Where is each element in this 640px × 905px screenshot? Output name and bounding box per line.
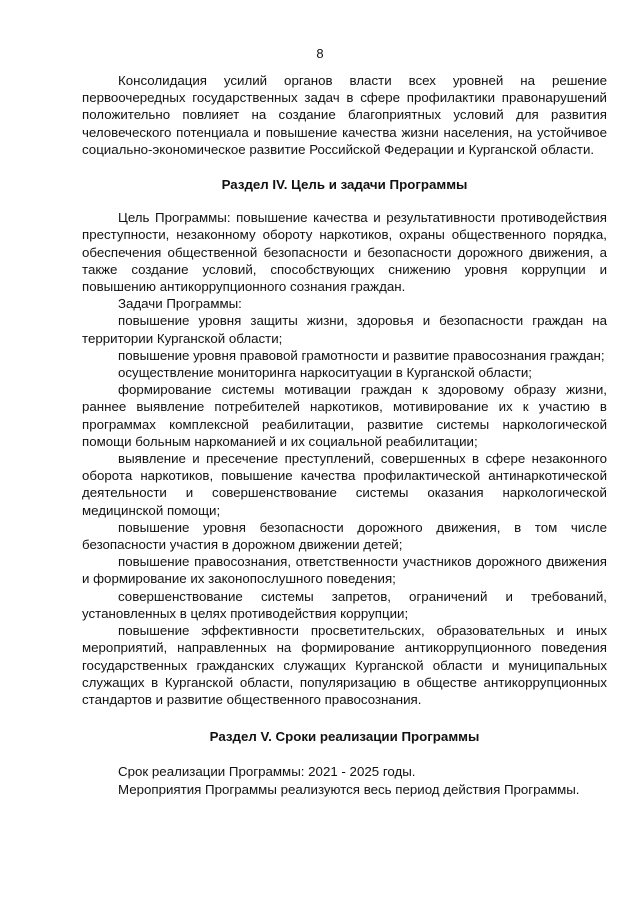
program-term-paragraph: Срок реализации Программы: 2021 - 2025 годы. (118, 764, 416, 780)
program-tasks-label: Задачи Программы: (118, 296, 242, 312)
task-item: повышение правосознания, ответственности участников дорожного движения и формирование их законопослушного поведения; (82, 554, 607, 587)
task-item: повышение уровня защиты жизни, здоровья и безопасности граждан на территории Курганской области; (82, 313, 607, 346)
page-number: 8 (316, 46, 324, 61)
task-item: осуществление мониторинга наркоситуации в Курганской области; (118, 365, 532, 381)
task-item: формирование системы мотивации граждан к здоровому образу жизни, раннее выявление потребителей наркотиков, мотивирование их к участию в программах комплексной реабилитации, развитие системы наркологической помощи больным наркоманией и их социальной реабилитации; (82, 382, 607, 449)
task-item: выявление и пресечение преступлений, совершенных в сфере незаконного оборота наркотиков, повышение качества профилактической антинаркотической деятельности и совершенствование системы оказания наркологической медицинской помощи; (82, 451, 607, 518)
section-4-heading: Раздел IV. Цель и задачи Программы (221, 177, 468, 193)
task-item: повышение эффективности просветительских, образовательных и иных мероприятий, направленных на формирование антикоррупционного поведения государственных гражданских служащих Курганской области и муниципальных служащих в Курганской области, популяризацию в обществе антикоррупционных стандартов и развитие общественного правосознания. (82, 623, 607, 707)
section-5-heading: Раздел V. Сроки реализации Программы (209, 729, 480, 745)
program-goal-paragraph: Цель Программы: повышение качества и результативности противодействия преступности, незаконному обороту наркотиков, охраны общественного порядка, обеспечения общественной безопасности и безопасности дорожного движения, а также создание условий, способствующих снижению уровня коррупции и повышению антикоррупционного сознания граждан. (82, 210, 607, 295)
intro-paragraph: Консолидация усилий органов власти всех уровней на решение первоочередных государственных задач в сфере профилактики правонарушений положительно повлияет на создание благоприятных условий для развития человеческого потенциала и повышение качества жизни населения, на устойчивое социально-экономическое развитие Российской Федерации и Курганской области. (82, 73, 607, 157)
task-item: повышение уровня безопасности дорожного движения, в том числе безопасности участия в дорожном движении детей; (82, 519, 607, 553)
task-item: повышение уровня правовой грамотности и развитие правосознания граждан; (118, 347, 605, 363)
task-item: совершенствование системы запретов, ограничений и требований, установленных в целях противодействия коррупции; (82, 588, 607, 621)
program-period-paragraph: Мероприятия Программы реализуются весь период действия Программы. (118, 781, 580, 797)
document-body (82, 72, 607, 798)
